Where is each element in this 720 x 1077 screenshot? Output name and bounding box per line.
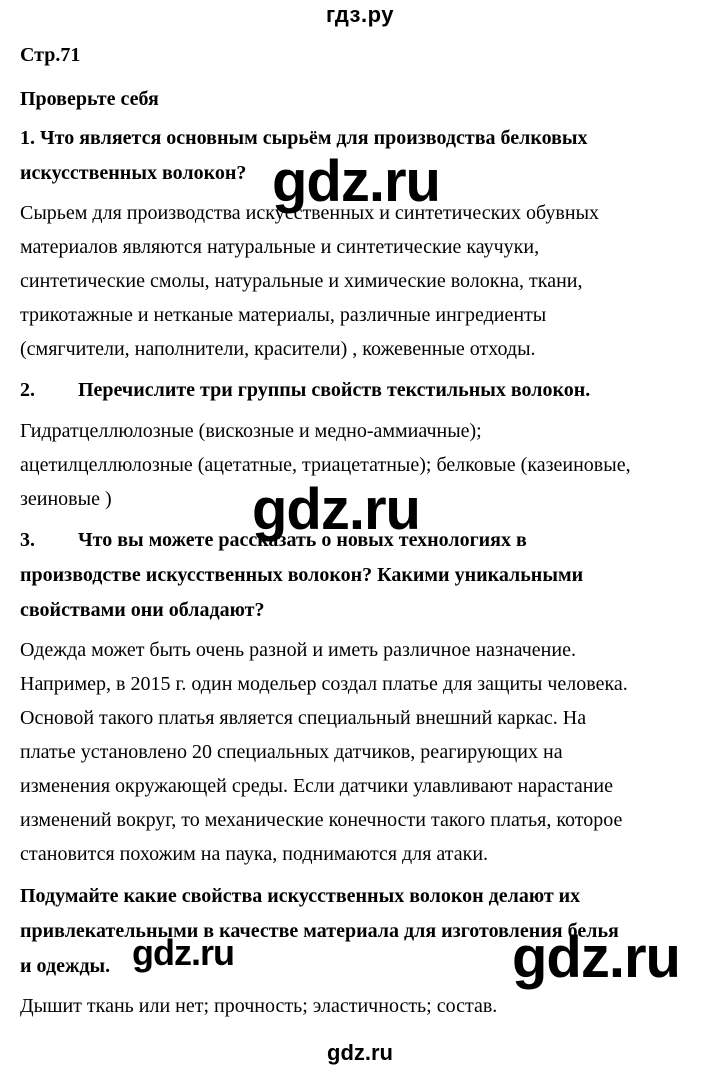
answer-3-line-7: становится похожим на паука, поднимаются для атаки.: [20, 843, 489, 865]
question-1-line-1: 1. Что является основным сырьём для производства белковых: [20, 127, 588, 149]
answer-2-line-3: зеиновые ): [20, 488, 112, 510]
watermark: gdz.ru: [132, 932, 234, 973]
answer-2-line-1: Гидратцеллюлозные (вискозные и медно-аммиачные);: [20, 420, 482, 442]
question-3-line-3: свойствами они обладают?: [20, 599, 265, 621]
answer-1-line-5: (смягчители, наполнители, красители) , кожевенные отходы.: [20, 338, 536, 360]
answer-1-line-3: синтетические смолы, натуральные и химические волокна, ткани,: [20, 270, 583, 292]
watermark: gdz.ru: [252, 477, 420, 542]
answer-3-line-3: Основой такого платья является специальный внешний каркас. На: [20, 707, 587, 729]
question-2-number: 2.: [20, 379, 35, 401]
answer-4: Дышит ткань или нет; прочность; эластичность; состав.: [20, 995, 498, 1017]
watermark: gdz.ru: [272, 149, 440, 214]
section-title: Проверьте себя: [20, 88, 159, 110]
answer-3-line-4: платье установлено 20 специальных датчиков, реагирующих на: [20, 741, 563, 763]
answer-1-line-2: материалов являются натуральные и синтетические каучуки,: [20, 236, 540, 258]
watermark: gdz.ru: [512, 925, 680, 990]
site-footer: gdz.ru: [327, 1040, 393, 1065]
question-4-line-1: Подумайте какие свойства искусственных волокон делают их: [20, 885, 581, 907]
question-3-line-2: производстве искусственных волокон? Какими уникальными: [20, 564, 584, 586]
answer-3-line-1: Одежда может быть очень разной и иметь различное назначение.: [20, 639, 576, 661]
question-3-number: 3.: [20, 529, 35, 551]
answer-3-line-6: изменений вокруг, то механические конечности такого платья, которое: [20, 809, 623, 831]
question-4-line-3: и одежды.: [20, 955, 111, 977]
question-3-text: Что вы можете рассказать о новых технологиях в: [78, 529, 527, 551]
question-2: [20, 372, 590, 408]
site-header: гдз.ру: [326, 2, 394, 27]
answer-2-line-2: ацетилцеллюлозные (ацетатные, триацетатные); белковые (казеиновые,: [20, 454, 631, 476]
answer-1-line-4: трикотажные и нетканые материалы, различные ингредиенты: [20, 304, 547, 326]
question-1-line-2: искусственных волокон?: [20, 162, 247, 184]
answer-3-line-5: изменения окружающей среды. Если датчики улавливают нарастание: [20, 775, 613, 797]
answer-1-line-1: Сырьем для производства искусственных и синтетических обувных: [20, 202, 600, 224]
page-reference: Стр.71: [20, 44, 81, 66]
answer-3-line-2: Например, в 2015 г. один модельер создал платье для защиты человека.: [20, 673, 628, 695]
question-2-text: Перечислите три группы свойств текстильных волокон.: [78, 379, 591, 401]
question-4-line-2: привлекательными в качестве материала для изготовления белья: [20, 920, 619, 942]
